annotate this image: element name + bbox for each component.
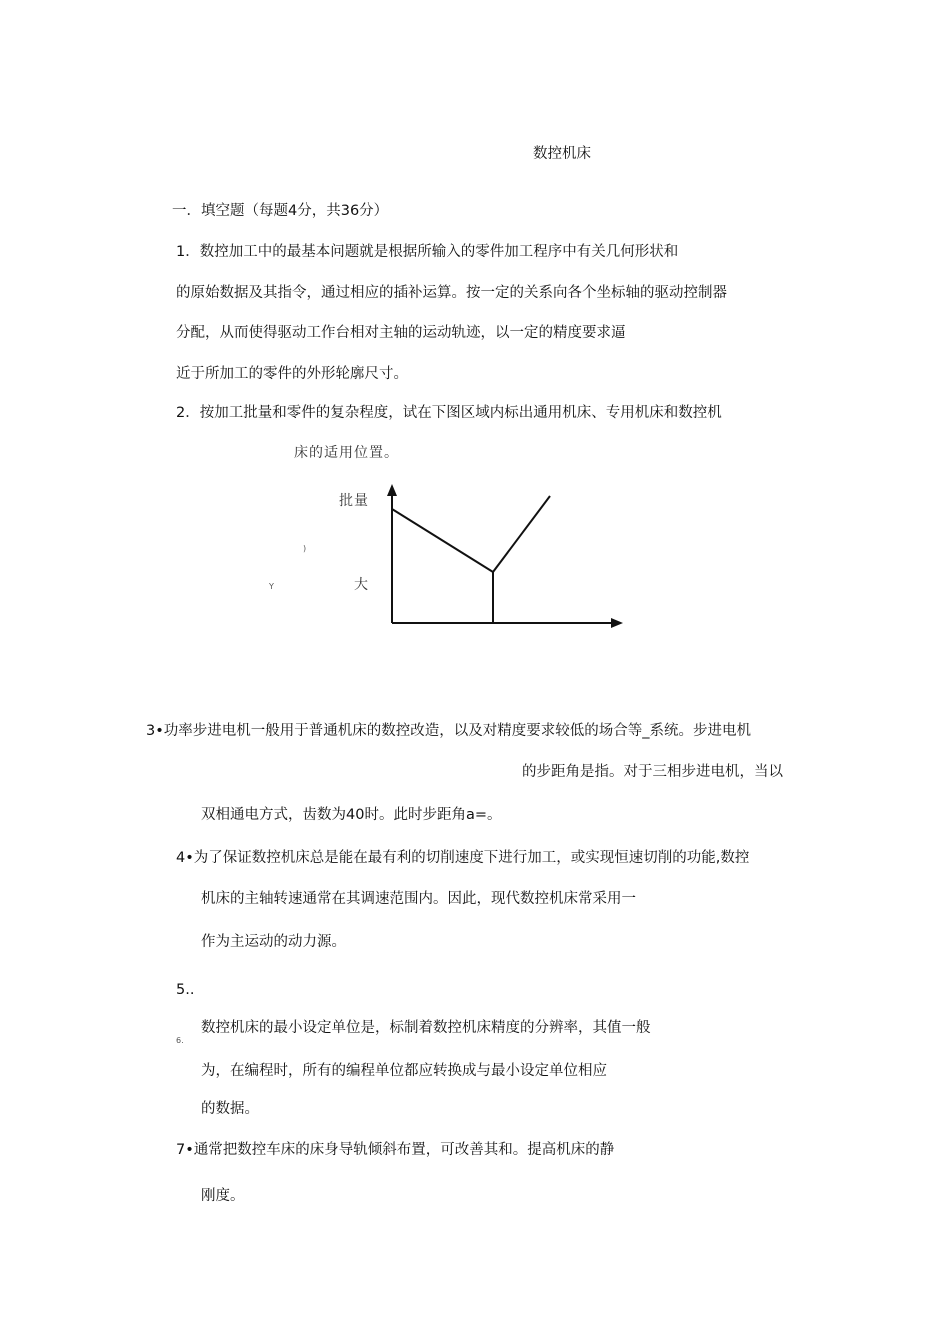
q1-line-2: 的原始数据及其指令，通过相应的插补运算。按一定的关系向各个坐标轴的驱动控制器 (176, 285, 727, 301)
q5-line: 5.. (176, 982, 195, 998)
q6-line-2: 为，在编程时，所有的编程单位都应转换成与最小设定单位相应 (201, 1063, 607, 1079)
q7-line-2: 刚度。 (201, 1188, 245, 1204)
figure-mark-y: Y (269, 582, 274, 591)
batch-complexity-diagram (330, 478, 630, 638)
figure-label-big: 大 (354, 577, 369, 593)
q3-line-2: 的步距角是指。对于三相步进电机，当以 (522, 764, 783, 780)
q1-line-4: 近于所加工的零件的外形轮廓尺寸。 (176, 366, 408, 382)
y-axis-arrow (387, 484, 397, 496)
q3-line-1: 3•功率步进电机一般用于普通机床的数控改造，以及对精度要求较低的场合等_系统。步进电机 (146, 723, 752, 739)
decline-line (392, 509, 493, 572)
figure-ylabel: 批量 (339, 493, 369, 509)
q6-marker: 6. (176, 1036, 184, 1045)
q4-line-1: 4•为了保证数控机床总是能在最有利的切削速度下进行加工，或实现恒速切削的功能,数控 (176, 850, 750, 866)
q2-line-1: 2．按加工批量和零件的复杂程度，试在下图区域内标出通用机床、专用机床和数控机 (176, 405, 722, 421)
q2-line-2: 床的适用位置。 (294, 445, 399, 461)
figure-mark-paren: ) (303, 544, 307, 553)
q6-line-3: 的数据。 (201, 1101, 259, 1117)
rise-line (493, 496, 550, 572)
document-title: 数控机床 (533, 146, 591, 162)
q3-line-3: 双相通电方式，齿数为40时。此时步距角a=。 (201, 807, 502, 823)
x-axis-arrow (611, 618, 623, 628)
q7-line-1: 7•通常把数控车床的床身导轨倾斜布置，可改善其和。提高机床的静 (176, 1142, 615, 1158)
q4-line-2: 机床的主轴转速通常在其调速范围内。因此，现代数控机床常采用一 (201, 891, 636, 907)
q4-line-3: 作为主运动的动力源。 (201, 934, 346, 950)
q1-line-1: 1．数控加工中的最基本问题就是根据所输入的零件加工程序中有关几何形状和 (176, 244, 679, 260)
q6-line-1: 数控机床的最小设定单位是，标制着数控机床精度的分辨率，其值一般 (201, 1020, 651, 1036)
q1-line-3: 分配，从而使得驱动工作台相对主轴的运动轨迹，以一定的精度要求逼 (176, 325, 626, 341)
section-heading: 一．填空题（每题4分，共36分） (172, 203, 389, 219)
